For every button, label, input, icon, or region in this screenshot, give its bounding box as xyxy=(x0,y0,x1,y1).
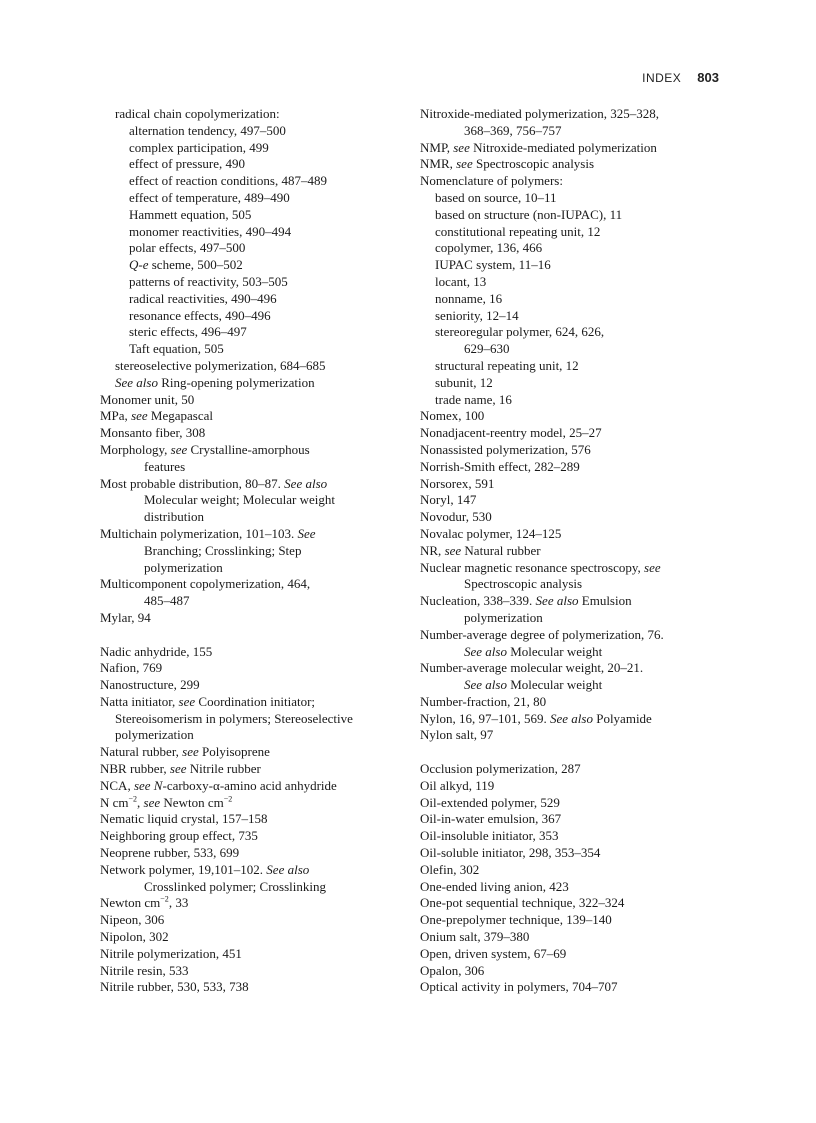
index-entry xyxy=(420,795,730,812)
entry-text: resonance effects, 490–496 xyxy=(129,307,271,323)
index-entry xyxy=(100,946,400,963)
entry-text: Nitrile polymerization, 451 xyxy=(100,945,242,961)
entry-text: Oil-soluble initiator, 298, 353–354 xyxy=(420,845,601,861)
entry-text: IUPAC system, 11–16 xyxy=(435,257,551,273)
entry-text: locant, 13 xyxy=(435,273,487,289)
index-entry xyxy=(100,845,400,862)
entry-text: Onium salt, 379–380 xyxy=(420,929,530,945)
running-header xyxy=(642,70,719,85)
entry-text: Emulsion xyxy=(578,593,632,609)
entry-text: polymerization xyxy=(115,727,194,743)
entry-text: Oil-extended polymer, 529 xyxy=(420,794,560,810)
entry-text: seniority, 12–14 xyxy=(435,307,519,323)
index-subentry xyxy=(100,173,400,190)
entry-text: Nylon, 16, 97–101, 569. xyxy=(420,710,550,726)
index-subentry xyxy=(100,274,400,291)
index-subentry xyxy=(100,492,400,509)
entry-text: radical reactivities, 490–496 xyxy=(129,290,277,306)
entry-text: Oil-in-water emulsion, 367 xyxy=(420,811,562,827)
entry-text: Neoprene rubber, 533, 699 xyxy=(100,845,240,861)
entry-text: Megapascal xyxy=(147,408,214,424)
index-subentry xyxy=(420,576,730,593)
entry-text: Multichain polymerization, 101–103. xyxy=(100,525,298,541)
entry-text: alternation tendency, 497–500 xyxy=(129,122,286,138)
entry-text: Nematic liquid crystal, 157–158 xyxy=(100,811,268,827)
entry-text: nonname, 16 xyxy=(435,290,503,306)
index-subentry xyxy=(420,375,730,392)
entry-text: Nitrile resin, 533 xyxy=(100,962,189,978)
entry-text: Q-e xyxy=(129,257,149,273)
entry-text: One-prepolymer technique, 139–140 xyxy=(420,912,612,928)
entry-text: see xyxy=(169,761,187,777)
index-subentry xyxy=(100,459,400,476)
index-subentry xyxy=(420,677,730,694)
entry-text: Morphology, xyxy=(100,441,171,457)
entry-text: See also xyxy=(464,677,507,693)
index-entry xyxy=(100,862,400,879)
index-entry xyxy=(100,476,400,493)
index-entry xyxy=(420,442,730,459)
index-entry xyxy=(100,392,400,409)
entry-text: Crosslinked polymer; Crosslinking xyxy=(144,878,326,894)
index-entry xyxy=(100,979,400,996)
index-entry xyxy=(420,408,730,425)
entry-text: see xyxy=(644,559,661,575)
entry-text: Molecular weight; Molecular weight xyxy=(144,492,335,508)
index-entry xyxy=(420,761,730,778)
entry-text: Spectroscopic analysis xyxy=(472,156,595,172)
entry-text: Norrish-Smith effect, 282–289 xyxy=(420,458,580,474)
index-section-gap xyxy=(420,744,730,761)
index-entry xyxy=(420,912,730,929)
index-entry xyxy=(100,610,400,627)
index-subentry xyxy=(100,341,400,358)
index-subentry xyxy=(100,375,400,392)
index-entry xyxy=(420,476,730,493)
index-entry xyxy=(100,694,400,711)
index-entry xyxy=(420,862,730,879)
index-entry xyxy=(100,526,400,543)
entry-text: effect of reaction conditions, 487–489 xyxy=(129,173,327,189)
index-subentry xyxy=(420,308,730,325)
entry-text: MPa, xyxy=(100,408,132,424)
entry-text: subunit, 12 xyxy=(435,374,493,390)
entry-text: Novalac polymer, 124–125 xyxy=(420,525,562,541)
index-entry xyxy=(420,811,730,828)
entry-text: Nonassisted polymerization, 576 xyxy=(420,441,591,457)
entry-text: Most probable distribution, 80–87. xyxy=(100,475,285,491)
entry-text: Occlusion polymerization, 287 xyxy=(420,761,581,777)
entry-text: NR, xyxy=(420,542,445,558)
entry-text: effect of temperature, 489–490 xyxy=(129,189,290,205)
entry-text: , xyxy=(137,794,144,810)
entry-text: Nitroxide-mediated polymerization, 325–328, xyxy=(420,106,659,121)
entry-text: steric effects, 496–497 xyxy=(129,324,247,340)
entry-text: Nomex, 100 xyxy=(420,408,485,424)
entry-text: Mylar, 94 xyxy=(100,609,151,625)
entry-text: distribution xyxy=(144,509,204,525)
entry-text: Optical activity in polymers, 704–707 xyxy=(420,979,618,995)
entry-text: See also xyxy=(115,374,158,390)
index-entry xyxy=(100,778,400,795)
entry-text: based on structure (non-IUPAC), 11 xyxy=(435,206,623,222)
entry-text: Nanostructure, 299 xyxy=(100,677,200,693)
index-subentry xyxy=(100,324,400,341)
entry-text: copolymer, 136, 466 xyxy=(435,240,543,256)
entry-text: Spectroscopic analysis xyxy=(464,576,583,592)
entry-text: based on source, 10–11 xyxy=(435,189,557,205)
index-entry xyxy=(420,627,730,644)
index-subentry xyxy=(420,644,730,661)
entry-text: see xyxy=(143,794,161,810)
entry-text: 485–487 xyxy=(144,593,190,609)
index-entry xyxy=(420,173,730,190)
index-entry xyxy=(100,795,400,812)
index-entry xyxy=(420,828,730,845)
index-subentry xyxy=(100,291,400,308)
index-subentry xyxy=(100,560,400,577)
entry-text: N cm xyxy=(100,794,129,810)
entry-text: See also xyxy=(464,643,507,659)
entry-text: see xyxy=(444,542,462,558)
index-entry xyxy=(420,694,730,711)
index-subentry xyxy=(100,207,400,224)
index-entry xyxy=(100,425,400,442)
index-entry xyxy=(420,895,730,912)
index-entry xyxy=(420,459,730,476)
entry-text: Nylon salt, 97 xyxy=(420,727,494,743)
entry-text: Monsanto fiber, 308 xyxy=(100,425,206,441)
index-subentry xyxy=(100,879,400,896)
index-entry xyxy=(420,425,730,442)
entry-text: NMP, xyxy=(420,139,454,155)
entry-text: , 33 xyxy=(168,895,189,911)
entry-text: radical chain copolymerization: xyxy=(115,106,280,121)
entry-text: −2 xyxy=(128,794,138,804)
index-subentry xyxy=(100,224,400,241)
entry-text: polar effects, 497–500 xyxy=(129,240,246,256)
entry-text: stereoregular polymer, 624, 626, xyxy=(435,324,605,340)
index-entry xyxy=(420,879,730,896)
entry-text: constitutional repeating unit, 12 xyxy=(435,223,601,239)
index-subentry xyxy=(420,341,730,358)
index-entry xyxy=(420,526,730,543)
index-entry xyxy=(420,140,730,157)
entry-text: Number-fraction, 21, 80 xyxy=(420,693,547,709)
index-entry xyxy=(420,963,730,980)
entry-text: Novodur, 530 xyxy=(420,509,492,525)
entry-text: Nomenclature of polymers: xyxy=(420,173,563,189)
entry-text: Ring-opening polymerization xyxy=(157,374,315,390)
index-entry xyxy=(100,761,400,778)
index-entry xyxy=(420,156,730,173)
entry-text: effect of pressure, 490 xyxy=(129,156,245,172)
entry-text: complex participation, 499 xyxy=(129,139,269,155)
index-entry xyxy=(100,963,400,980)
entry-text: Polyisoprene xyxy=(198,744,270,760)
entry-text: Nitrile rubber xyxy=(186,761,261,777)
entry-text: Newton cm xyxy=(100,895,161,911)
entry-text: Multicomponent copolymerization, 464, xyxy=(100,576,311,592)
index-entry xyxy=(100,929,400,946)
index-subentry xyxy=(420,123,730,140)
index-entry xyxy=(420,560,730,577)
entry-text: Opalon, 306 xyxy=(420,962,485,978)
index-entry xyxy=(420,778,730,795)
index-entry xyxy=(420,660,730,677)
index-subentry xyxy=(100,240,400,257)
entry-text: 368–369, 756–757 xyxy=(464,122,562,138)
entry-text: Nucleation, 338–339. xyxy=(420,593,536,609)
index-entry xyxy=(420,593,730,610)
index-entry xyxy=(100,660,400,677)
index-subentry xyxy=(420,358,730,375)
entry-text: See also xyxy=(535,593,579,609)
index-subentry xyxy=(420,610,730,627)
entry-text: see xyxy=(178,693,196,709)
index-subentry xyxy=(420,190,730,207)
index-entry xyxy=(420,946,730,963)
entry-text: monomer reactivities, 490–494 xyxy=(129,223,292,239)
index-entry xyxy=(100,744,400,761)
entry-text: See xyxy=(297,525,316,541)
entry-text: One-ended living anion, 423 xyxy=(420,878,569,894)
index-subentry xyxy=(100,711,400,728)
entry-text: Olefin, 302 xyxy=(420,861,480,877)
index-subentry xyxy=(420,207,730,224)
entry-text: Hammett equation, 505 xyxy=(129,206,252,222)
index-subentry xyxy=(100,593,400,610)
entry-text: stereoselective polymerization, 684–685 xyxy=(115,357,326,373)
entry-text: Norsorex, 591 xyxy=(420,475,495,491)
entry-text: 629–630 xyxy=(464,341,510,357)
entry-text: NCA, xyxy=(100,777,134,793)
index-subentry xyxy=(100,543,400,560)
index-entry xyxy=(100,442,400,459)
index-subentry xyxy=(420,274,730,291)
entry-text: Molecular weight xyxy=(506,677,603,693)
entry-text: Oil alkyd, 119 xyxy=(420,777,495,793)
entry-text: −2 xyxy=(223,794,233,804)
entry-text: Newton cm xyxy=(160,794,224,810)
entry-text: polymerization xyxy=(464,609,543,625)
entry-text: Open, driven system, 67–69 xyxy=(420,945,567,961)
index-subentry xyxy=(100,106,400,123)
entry-text: Nadic anhydride, 155 xyxy=(100,643,213,659)
index-subentry xyxy=(100,140,400,157)
entry-text: see xyxy=(453,139,470,155)
index-subentry xyxy=(100,509,400,526)
entry-text: polymerization xyxy=(144,559,223,575)
entry-text: See also xyxy=(550,710,593,726)
index-subentry xyxy=(100,156,400,173)
entry-text: scheme, 500–502 xyxy=(148,257,243,273)
index-entry xyxy=(420,543,730,560)
index-subentry xyxy=(420,291,730,308)
entry-text: see xyxy=(456,156,473,172)
entry-text: see xyxy=(182,744,199,760)
index-entry xyxy=(100,895,400,912)
entry-text: One-pot sequential technique, 322–324 xyxy=(420,895,625,911)
page-number: 803 xyxy=(697,70,719,85)
entry-text: Stereoisomerism in polymers; Stereoselective xyxy=(115,710,353,726)
entry-text: Nitroxide-mediated polymerization xyxy=(469,139,657,155)
index-subentry xyxy=(420,257,730,274)
index-entry xyxy=(100,576,400,593)
index-subentry xyxy=(100,257,400,274)
entry-text: Neighboring group effect, 735 xyxy=(100,828,258,844)
index-subentry xyxy=(420,392,730,409)
entry-text: trade name, 16 xyxy=(435,391,512,407)
index-subentry xyxy=(420,324,730,341)
entry-text: features xyxy=(144,458,186,474)
index-subentry xyxy=(100,190,400,207)
index-column-left xyxy=(100,106,400,996)
index-subentry xyxy=(420,240,730,257)
index-entry xyxy=(420,711,730,728)
entry-text: See also xyxy=(266,861,310,877)
index-entry xyxy=(100,677,400,694)
index-subentry xyxy=(100,123,400,140)
index-entry xyxy=(420,492,730,509)
entry-text: patterns of reactivity, 503–505 xyxy=(129,273,288,289)
entry-text: Nonadjacent-reentry model, 25–27 xyxy=(420,425,602,441)
entry-text: Noryl, 147 xyxy=(420,492,477,508)
index-subentry xyxy=(100,727,400,744)
index-entry xyxy=(420,979,730,996)
entry-text: Nitrile rubber, 530, 533, 738 xyxy=(100,979,249,995)
entry-text: Nipeon, 306 xyxy=(100,912,165,928)
entry-text: Molecular weight xyxy=(506,643,603,659)
entry-text: −2 xyxy=(160,895,169,905)
entry-text: Natural rubber xyxy=(461,542,541,558)
index-entry xyxy=(420,106,730,123)
entry-text: Oil-insoluble initiator, 353 xyxy=(420,828,559,844)
index-subentry xyxy=(100,358,400,375)
entry-text: Number-average degree of polymerization, 76. xyxy=(420,626,664,642)
index-entry xyxy=(420,845,730,862)
entry-text: NBR rubber, xyxy=(100,761,170,777)
entry-text: -carboxy-α-amino acid anhydride xyxy=(162,777,337,793)
entry-text: Natural rubber, xyxy=(100,744,183,760)
entry-text: see N xyxy=(133,777,163,793)
index-entry xyxy=(420,509,730,526)
index-section-gap xyxy=(100,627,400,644)
index-subentry xyxy=(100,308,400,325)
index-column-right xyxy=(420,106,730,996)
entry-text: Taft equation, 505 xyxy=(129,341,224,357)
entry-text: Monomer unit, 50 xyxy=(100,391,195,407)
index-entry xyxy=(100,408,400,425)
entry-text: Nafion, 769 xyxy=(100,660,163,676)
entry-text: see xyxy=(170,441,188,457)
entry-text: Crystalline-amorphous xyxy=(187,441,310,457)
entry-text: Number-average molecular weight, 20–21. xyxy=(420,660,644,676)
entry-text: see xyxy=(131,408,148,424)
entry-text: structural repeating unit, 12 xyxy=(435,357,579,373)
entry-text: See also xyxy=(284,475,328,491)
entry-text: Nipolon, 302 xyxy=(100,929,169,945)
index-entry xyxy=(420,727,730,744)
entry-text: Branching; Crosslinking; Step xyxy=(144,542,302,558)
index-entry xyxy=(100,912,400,929)
entry-text: Network polymer, 19,101–102. xyxy=(100,861,267,877)
entry-text: Polyamide xyxy=(592,710,652,726)
entry-text: NMR, xyxy=(420,156,457,172)
entry-text: Nuclear magnetic resonance spectroscopy, xyxy=(420,559,645,575)
entry-text: Natta initiator, xyxy=(100,693,179,709)
index-entry xyxy=(100,644,400,661)
index-entry xyxy=(100,828,400,845)
entry-text: Coordination initiator; xyxy=(195,693,316,709)
index-entry xyxy=(100,811,400,828)
header-label: INDEX xyxy=(642,71,682,85)
index-subentry xyxy=(420,224,730,241)
index-entry xyxy=(420,929,730,946)
